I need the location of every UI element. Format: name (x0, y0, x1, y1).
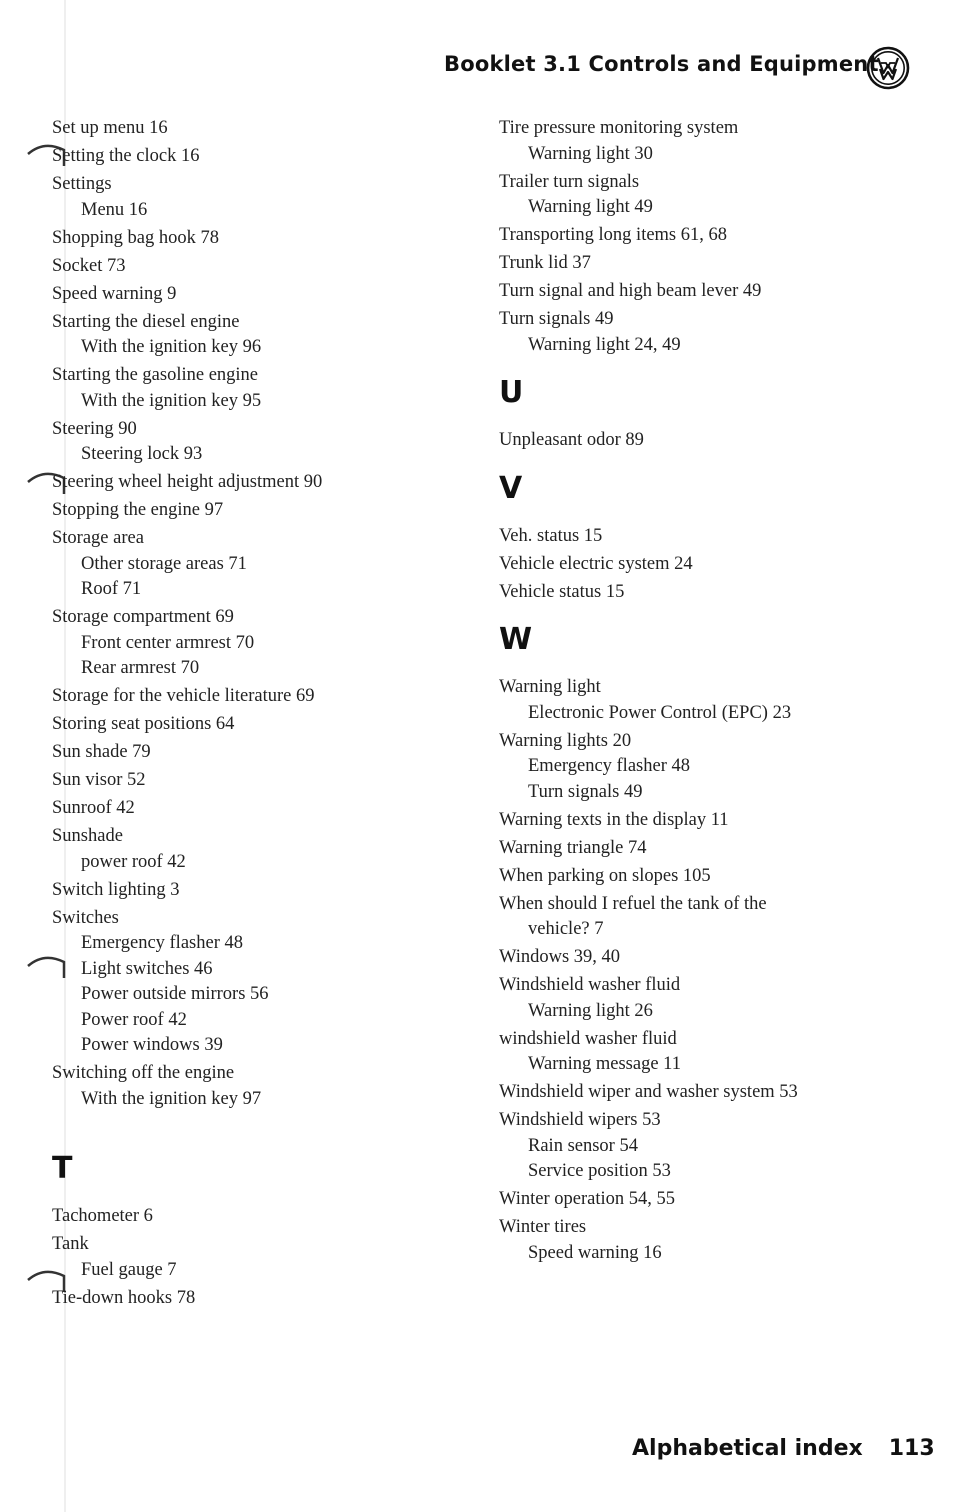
index-entry (52, 282, 472, 308)
index-subentry: Emergency flasher 48 (528, 756, 690, 776)
index-entry-text: Trailer turn signals (499, 171, 640, 192)
index-entry-text: Switching off the engine (52, 1063, 235, 1083)
index-entry (499, 428, 919, 454)
index-entry (499, 836, 919, 862)
index-subentry: With the ignition key 96 (81, 337, 262, 357)
index-subentry: power roof 42 (81, 851, 186, 872)
index-entry-text: Starting the diesel engine (52, 311, 240, 332)
index-entry-text: Storage area (52, 528, 144, 548)
index-entry (499, 1215, 919, 1266)
index-subentry: Rain sensor 54 (528, 1135, 638, 1156)
index-entry-text: Warning triangle 74 (499, 837, 647, 858)
index-entry (52, 906, 472, 1059)
vw-logo-icon (866, 46, 910, 90)
index-entry-text: Tire pressure monitoring system (499, 118, 739, 138)
index-entry-text: Storage for the vehicle literature 69 (52, 686, 315, 706)
index-entry-text: Switch lighting 3 (52, 879, 180, 900)
index-entry (499, 279, 919, 305)
index-entry-text: Windows 39, 40 (499, 947, 621, 967)
index-entry-text: Windshield washer fluid (499, 975, 681, 995)
index-entry (499, 524, 919, 550)
index-entry-text: Sunshade (52, 826, 123, 846)
index-entry-text: Winter operation 54, 55 (499, 1189, 675, 1209)
index-subentry: Front center armrest 70 (81, 632, 255, 653)
index-entry (52, 878, 472, 904)
index-entry-text: Transporting long items 61, 68 (499, 225, 728, 245)
index-entry (499, 1080, 919, 1106)
index-entry (52, 824, 472, 875)
index-entry-text: Veh. status 15 (499, 525, 603, 546)
index-subentry: With the ignition key 97 (81, 1088, 262, 1109)
section-title: Alphabetical index (632, 1436, 863, 1461)
index-column-right (499, 116, 919, 1269)
index-entry-text: Switches (52, 907, 119, 928)
index-entry (499, 892, 919, 943)
index-entry (499, 1108, 919, 1185)
index-entry (52, 712, 472, 738)
index-entry-text: Speed warning 9 (52, 283, 177, 304)
index-entry-continuation: vehicle? 7 (528, 919, 604, 939)
index-entry-text: Warning lights 20 (499, 730, 632, 751)
index-entry (52, 226, 472, 252)
index-subentry: Warning light 49 (528, 197, 653, 217)
index-entry-text: Windshield wiper and washer system 53 (499, 1082, 798, 1102)
index-subentry: Service position 53 (528, 1161, 671, 1181)
index-entry (499, 729, 919, 806)
index-entry (52, 363, 472, 414)
index-entry (52, 526, 472, 603)
index-entry-text: Storing seat positions 64 (52, 714, 235, 734)
index-entry (52, 768, 472, 794)
index-entry-text: Tie-down hooks 78 (52, 1287, 196, 1308)
index-entry (52, 470, 472, 496)
index-entry-text: Setting the clock 16 (52, 146, 200, 166)
index-entry-text: Steering wheel height adjustment 90 (52, 472, 323, 492)
index-entry-text: When parking on slopes 105 (499, 865, 711, 886)
index-entry (499, 808, 919, 834)
index-entry (52, 116, 472, 142)
index-entry-text: Sun shade 79 (52, 742, 151, 762)
index-subentry: Light switches 46 (81, 958, 213, 979)
index-entry-text: Turn signal and high beam lever 49 (499, 281, 762, 301)
index-entry (52, 1061, 472, 1112)
index-entry (52, 254, 472, 280)
index-entry-text: Tank (52, 1234, 89, 1254)
index-subentry: Warning light 30 (528, 143, 653, 164)
index-entry (52, 310, 472, 361)
index-entry (499, 580, 919, 606)
index-subentry: Roof 71 (81, 579, 142, 599)
index-entry (499, 552, 919, 578)
index-subentry: Power roof 42 (81, 1009, 187, 1030)
index-entry-text: When should I refuel the tank of the (499, 893, 767, 914)
index-entry (499, 251, 919, 277)
index-subentry: Menu 16 (81, 199, 148, 220)
index-letter-heading: U (499, 375, 524, 410)
index-entry-text: Set up menu 16 (52, 118, 168, 138)
index-subentry: Speed warning 16 (528, 1242, 662, 1263)
index-entry-text: Sunroof 42 (52, 798, 135, 818)
index-subentry: Warning light 26 (528, 1000, 653, 1021)
index-entry (499, 223, 919, 249)
index-entry (52, 498, 472, 524)
index-entry (52, 796, 472, 822)
index-letter-heading: V (499, 470, 523, 506)
index-entry-text: Storage compartment 69 (52, 607, 234, 627)
index-entry-text: Tachometer 6 (52, 1206, 153, 1226)
index-entry-text: Steering 90 (52, 418, 137, 439)
index-letter-heading: T (52, 1151, 73, 1186)
index-entry (52, 172, 472, 223)
index-entry-text: Turn signals 49 (499, 309, 614, 329)
index-entry-text: Shopping bag hook 78 (52, 227, 220, 248)
index-subentry: Fuel gauge 7 (81, 1259, 177, 1280)
index-entry (52, 740, 472, 766)
index-entry (499, 675, 919, 726)
page-header: Booklet 3.1 Controls and Equipment (444, 52, 879, 76)
index-entry-text: Trunk lid 37 (499, 253, 591, 273)
index-entry (52, 417, 472, 468)
page-footer (632, 1436, 935, 1461)
index-entry (499, 116, 919, 167)
index-subentry: Other storage areas 71 (81, 553, 247, 574)
index-entry (499, 973, 919, 1024)
index-entry (52, 684, 472, 710)
index-entry-text: Vehicle status 15 (499, 581, 625, 602)
index-entry-text: windshield washer fluid (499, 1028, 677, 1049)
index-entry-text: Windshield wipers 53 (499, 1110, 661, 1130)
index-entry-text: Stopping the engine 97 (52, 500, 224, 520)
index-column-left (52, 116, 472, 1314)
index-letter-heading: W (499, 622, 533, 657)
index-entry (52, 605, 472, 682)
index-subentry: Rear armrest 70 (81, 658, 200, 678)
index-subentry: Electronic Power Control (EPC) 23 (528, 702, 792, 723)
index-entry-text: Vehicle electric system 24 (499, 553, 693, 574)
index-subentry: Power outside mirrors 56 (81, 984, 269, 1004)
index-entry (499, 307, 919, 358)
index-subentry: Warning message 11 (528, 1054, 681, 1074)
index-entry-text: Settings (52, 174, 112, 194)
index-entry-text: Sun visor 52 (52, 770, 146, 790)
index-entry-text: Socket 73 (52, 255, 126, 276)
index-entry (52, 144, 472, 170)
index-entry (52, 1286, 472, 1312)
index-entry-text: Winter tires (499, 1217, 587, 1237)
index-entry-text: Warning light (499, 677, 601, 697)
index-subentry: Steering lock 93 (81, 444, 203, 464)
index-subentry: Warning light 24, 49 (528, 334, 681, 355)
page-number: 113 (888, 1436, 935, 1461)
index-subentry: Turn signals 49 (528, 781, 643, 802)
index-entry (499, 864, 919, 890)
index-entry-text: Unpleasant odor 89 (499, 430, 644, 450)
index-entry-text: Warning texts in the display 11 (499, 809, 729, 830)
index-entry (52, 1232, 472, 1283)
index-entry (499, 170, 919, 221)
index-subentry: Emergency flasher 48 (81, 933, 243, 953)
index-entry-text: Starting the gasoline engine (52, 365, 259, 385)
index-entry (499, 945, 919, 971)
index-entry (499, 1187, 919, 1213)
index-subentry: With the ignition key 95 (81, 390, 262, 411)
index-entry (499, 1027, 919, 1078)
index-entry (52, 1204, 472, 1230)
index-subentry: Power windows 39 (81, 1035, 223, 1055)
